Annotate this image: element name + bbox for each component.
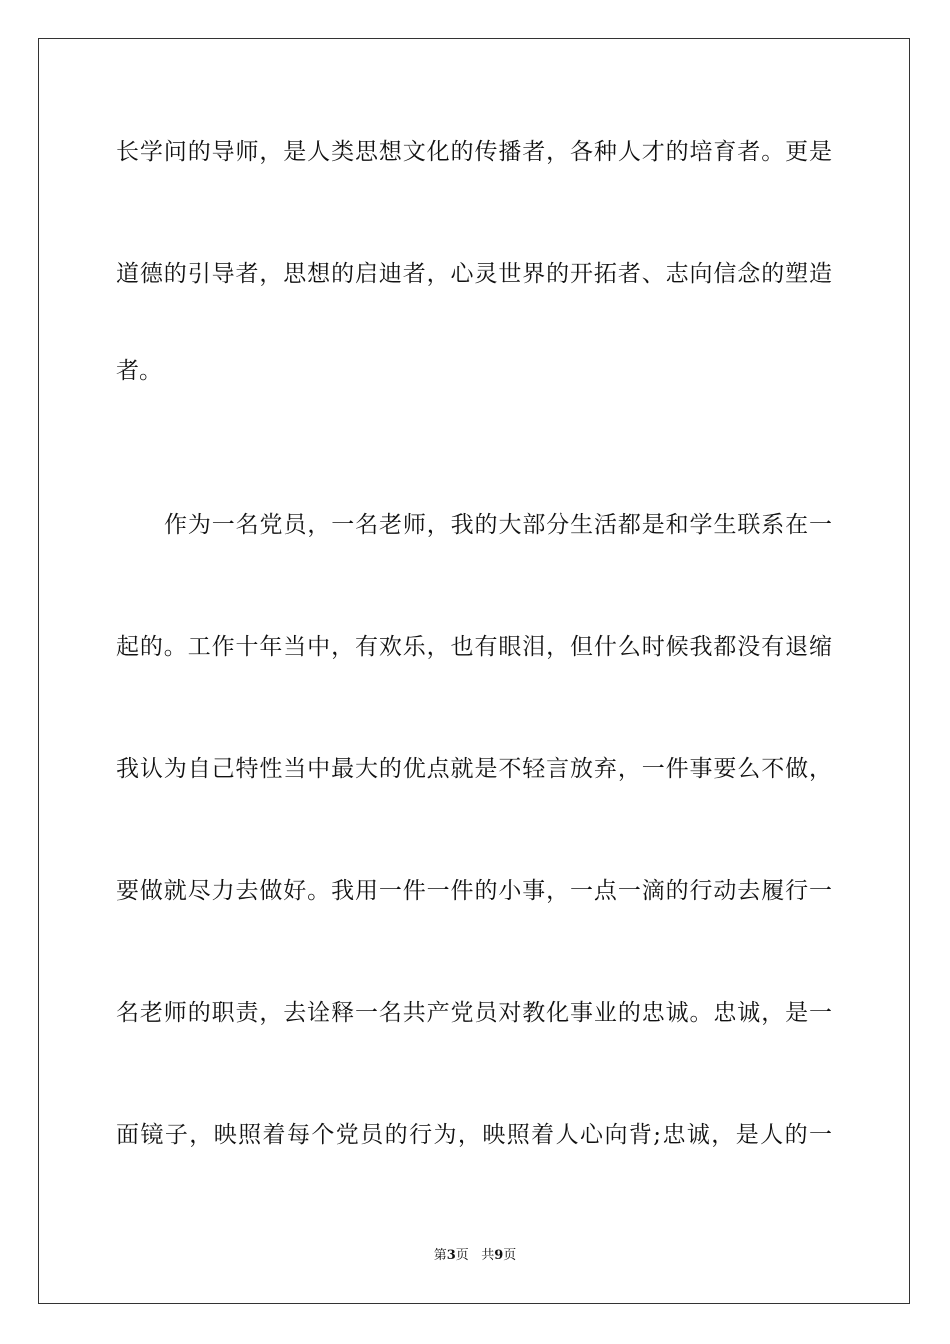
text-line-2: 道德的引导者，思想的启迪者，心灵世界的开拓者、志向信念的塑造	[116, 261, 832, 287]
text-line-5: 起的。工作十年当中，有欢乐，也有眼泪，但什么时候我都没有退缩	[116, 634, 832, 660]
footer-total-pages: 9	[494, 1248, 504, 1263]
text-line-4: 作为一名党员，一名老师，我的大部分生活都是和学生联系在一	[164, 512, 832, 538]
page-footer	[0, 1248, 950, 1264]
page-border	[38, 38, 910, 1304]
footer-total-prefix: 共	[481, 1248, 495, 1263]
footer-current-page: 3	[446, 1248, 456, 1263]
text-line-7: 要做就尽力去做好。我用一件一件的小事，一点一滴的行动去履行一	[116, 878, 832, 904]
footer-total-unit: 页	[503, 1248, 517, 1263]
text-line-8: 名老师的职责，去诠释一名共产党员对教化事业的忠诚。忠诚，是一	[116, 1000, 832, 1026]
footer-page-unit: 页	[455, 1248, 469, 1263]
footer-prefix: 第	[433, 1248, 447, 1263]
text-line-3: 者。	[116, 358, 162, 384]
text-line-9: 面镜子，映照着每个党员的行为，映照着人心向背;忠诚，是人的一	[116, 1122, 832, 1148]
text-line-1: 长学问的导师，是人类思想文化的传播者，各种人才的培育者。更是	[116, 139, 832, 165]
text-line-6: 我认为自己特性当中最大的优点就是不轻言放弃，一件事要么不做，	[116, 756, 832, 782]
